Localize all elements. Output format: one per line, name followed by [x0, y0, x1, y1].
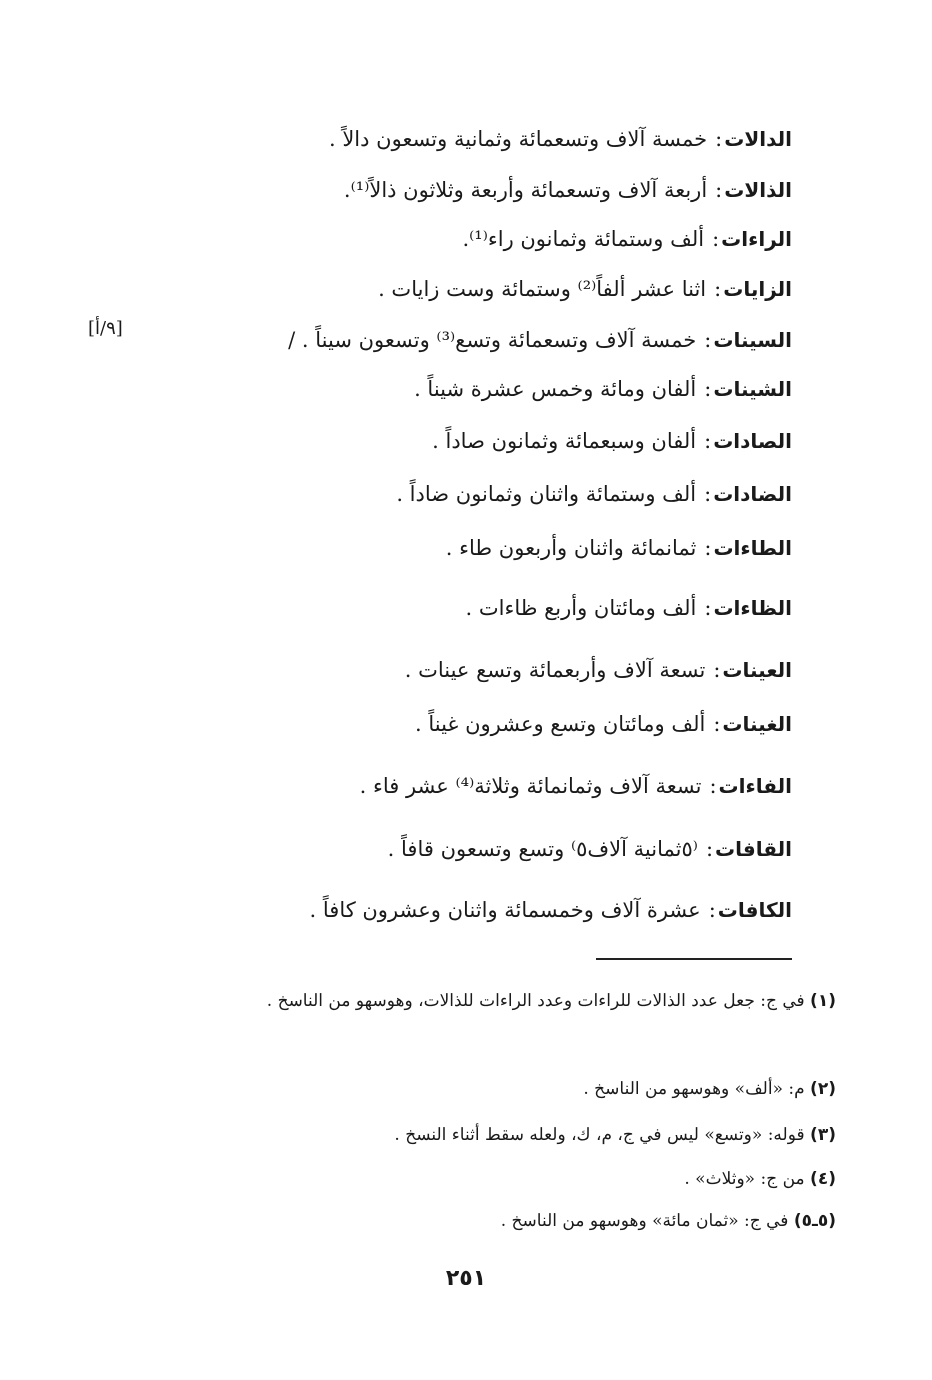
- entry-qafat: [388, 834, 792, 864]
- entry-separator: :: [705, 837, 714, 861]
- footnote-number: (٥ـ٥): [793, 1211, 836, 1231]
- entry-text: ألف وستمائة واثنان وثمانون ضاداً .: [396, 482, 697, 506]
- entry-text: ألفان وسبعمائة وثمانون صاداً .: [432, 429, 697, 453]
- entry-separator: :: [709, 774, 717, 798]
- footnote-3: [394, 1121, 836, 1149]
- entry-separator: :: [714, 277, 722, 301]
- page-number: ٢٥١: [445, 1266, 487, 1291]
- entry-text: ألفان ومائة وخمس عشرة شيناً .: [414, 377, 697, 401]
- entry-label: الذالات: [724, 178, 792, 202]
- footnote-text: م: «ألف» وهوسهو من الناسخ .: [583, 1079, 805, 1099]
- entry-text: ثمانمائة واثنان وأربعون طاء .: [445, 536, 697, 560]
- entry-shinat: [414, 374, 792, 404]
- entry-raat: [462, 224, 792, 254]
- footnote-number: (١): [810, 991, 836, 1011]
- entry-sadat: [432, 426, 792, 456]
- entry-faat: [360, 771, 792, 801]
- entry-taat: [446, 533, 792, 563]
- entry-label: الطاءات: [713, 536, 792, 560]
- entry-text: عشرة آلاف وخمسمائة واثنان وعشرون كافاً .: [309, 898, 701, 922]
- entry-sinat: [288, 325, 792, 355]
- footnote-5: [501, 1207, 836, 1235]
- entry-kafat: [310, 895, 792, 925]
- entry-zaat: [466, 593, 793, 623]
- footnote-4: [684, 1165, 836, 1193]
- entry-separator: :: [704, 596, 712, 620]
- entry-label: العينات: [722, 658, 792, 682]
- footnote-text: في ج: جعل عدد الذالات للراءات وعدد الراءات للذالات، وهوسهو من الناسخ .: [266, 991, 805, 1011]
- entry-text: ألف ومائتان وتسع وعشرون غيناً .: [415, 712, 706, 736]
- footnote-divider: [596, 958, 792, 960]
- entry-text: خمسة آلاف وتسعمائة وثمانية وتسعون دالاً .: [328, 127, 708, 151]
- entry-text: اثنا عشر ألفاً⁽²⁾ وستمائة وست زايات .: [378, 277, 707, 301]
- footnote-1: [136, 984, 836, 1018]
- manuscript-folio-ref: [٩/أ]: [88, 318, 123, 339]
- entry-label: الكافات: [717, 898, 792, 922]
- entry-aynat: [405, 655, 792, 685]
- entry-dalat: [329, 124, 792, 154]
- entry-label: الصادات: [713, 429, 792, 453]
- entry-label: الشينات: [713, 377, 792, 401]
- entry-label: الدالات: [724, 127, 792, 151]
- entry-separator: :: [704, 328, 712, 352]
- entry-label: الراءات: [721, 227, 792, 251]
- entry-label: الغينات: [722, 712, 792, 736]
- entry-label: القافات: [715, 837, 792, 861]
- entry-separator: :: [704, 429, 712, 453]
- entry-separator: :: [713, 658, 721, 682]
- entry-ghaynat: [415, 709, 792, 739]
- entry-text: ألف ومائتان وأربع ظاءات .: [465, 596, 697, 620]
- footnote-2: [583, 1075, 836, 1103]
- footnote-number: (٣): [810, 1125, 836, 1145]
- entry-text: تسعة آلاف وثمانمائة وثلاثة⁽⁴⁾ عشر فاء .: [359, 774, 702, 798]
- entry-label: السينات: [713, 328, 792, 352]
- entry-label: الظاءات: [713, 596, 792, 620]
- entry-text: ⁽٥ثمانية آلاف٥⁾ وتسع وتسعون قافاً .: [387, 837, 698, 861]
- entry-separator: :: [712, 227, 720, 251]
- entry-dhalat: [344, 175, 792, 205]
- entry-separator: :: [704, 482, 712, 506]
- footnote-number: (٢): [810, 1079, 836, 1099]
- footnote-text: من ج: «وثلاث» .: [684, 1169, 805, 1189]
- footnote-number: (٤): [810, 1169, 836, 1189]
- entry-separator: :: [715, 178, 723, 202]
- footnote-text: قوله: «وتسع» ليس في ج، م، ك، ولعله سقط أثناء النسخ .: [394, 1125, 805, 1145]
- entry-text: أربعة آلاف وتسعمائة وأربعة وثلاثون ذالاً⁽¹⁾.: [343, 178, 708, 202]
- footnote-text: في ج: «ثمان مائة» وهوسهو من الناسخ .: [500, 1211, 789, 1231]
- entry-separator: :: [708, 898, 716, 922]
- entry-text: تسعة آلاف وأربعمائة وتسع عينات .: [404, 658, 706, 682]
- entry-text: خمسة آلاف وتسعمائة وتسع⁽³⁾ وتسعون سيناً . /: [288, 328, 697, 352]
- entry-text: ألف وستمائة وثمانون راء⁽¹⁾.: [462, 227, 705, 251]
- entry-label: الزايات: [723, 277, 792, 301]
- entry-zayat: [378, 274, 792, 304]
- entry-separator: :: [704, 377, 712, 401]
- entry-separator: :: [715, 127, 723, 151]
- entry-dadat: [396, 479, 792, 509]
- entry-separator: :: [713, 712, 721, 736]
- entry-label: الفاءات: [718, 774, 792, 798]
- entry-separator: :: [704, 536, 712, 560]
- entry-label: الضادات: [713, 482, 792, 506]
